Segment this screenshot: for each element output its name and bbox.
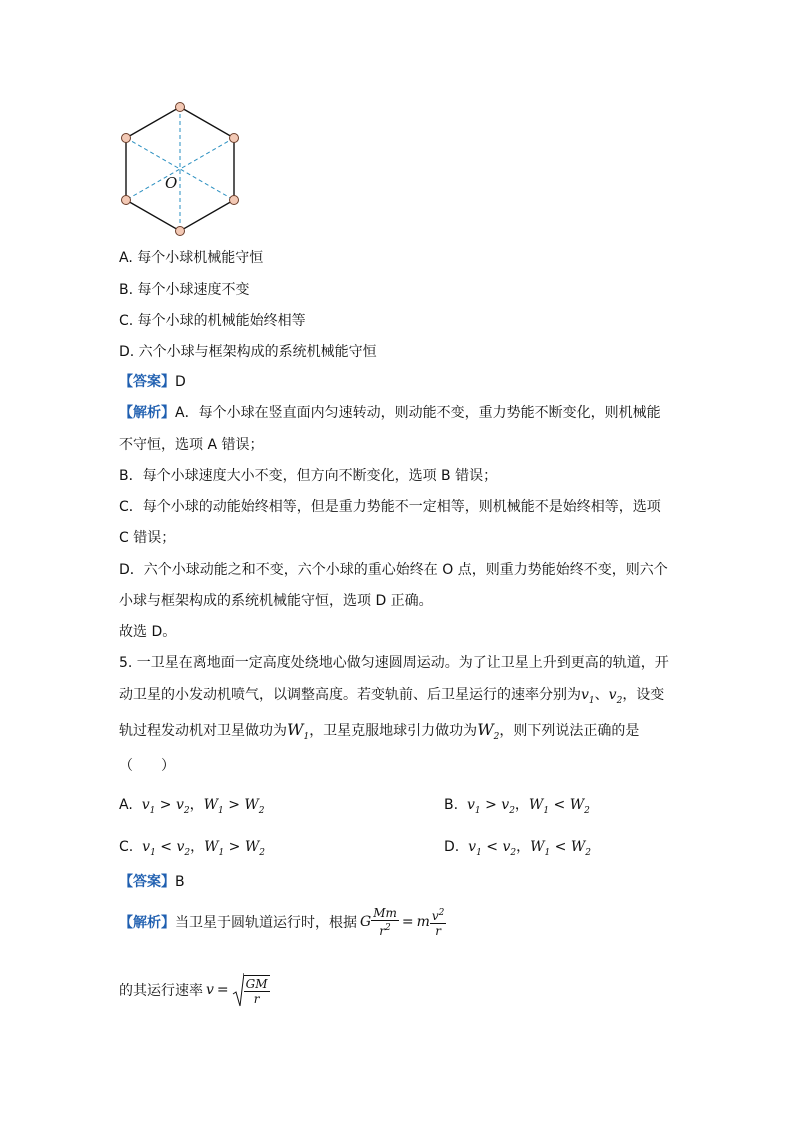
stem-text: ，卫星克服地球引力做功为 [309,723,478,739]
answer-value: B [175,874,185,890]
q5-paren: （ ） [119,758,175,774]
analysis-text: A．每个小球在竖直面内匀速转动，则动能不变，重力势能不断变化，则机械能 [175,405,661,421]
math-W2: $W_2$ [477,720,500,743]
q4-analysis-line-6: D．六个小球动能之和不变，六个小球的重心始终在 O 点，则重力势能始终不变，则六个 [119,562,668,578]
w-relation: < [554,839,567,855]
q5-analysis-line-2 [119,972,270,1008]
answer-tag: 【答案】 [119,874,175,890]
analysis-text: 的其运行速率 [119,983,203,999]
q5-option-d: D. $v_1 < v_2$，$W_1 < W_2$ [444,839,591,858]
ball-upper-right [230,134,239,143]
answer-value: D [175,374,186,390]
q4-analysis-line-2: 不守恒，选项 A 错误； [119,437,264,453]
q4-analysis-line-5: C 错误； [119,530,176,546]
q4-option-c: C. 每个小球的机械能始终相等 [119,313,306,329]
q5-stem-line-3 [119,721,639,746]
q4-option-a: A. 每个小球机械能守恒 [119,250,264,266]
ball-top [176,103,185,112]
q5-option-b: B. $v_1 > v_2$，$W_1 < W_2$ [444,797,590,816]
option-letter: D. [444,839,460,855]
ball-upper-left [122,134,131,143]
v-relation: > [485,797,497,813]
q5-answer [119,873,185,891]
q5-option-a: A. $v_1 > v_2$，$W_1 > W_2$ [119,797,265,816]
math-v1: $v_1$ [581,687,595,706]
formula-gravity: G $\frac{Mm}{r^2}$ = m $\frac{v^2}{r}$ [360,906,445,938]
q4-analysis-line-4: C．每个小球的动能始终相等，但是重力势能不一定相等，则机械能不是始终相等，选项 [119,499,661,515]
v-relation: < [486,839,498,855]
analysis-text: 当卫星于圆轨道运行时，根据 [175,915,357,931]
sqrt-sign [232,972,244,1008]
q4-answer [119,373,186,391]
v-relation: > [159,797,172,813]
math-W1: $W_1$ [287,720,310,743]
q5-stem-line-1: 5. 一卫星在离地面一定高度处绕地心做匀速圆周运动。为了让卫星上升到更高的轨道，开 [119,655,669,671]
w-relation: < [553,797,566,813]
analysis-tag: 【解析】 [119,915,175,931]
answer-tag: 【答案】 [119,374,175,390]
math-v2: $v_2$ [608,687,623,706]
q4-option-b: B. 每个小球速度不变 [119,282,250,298]
stem-text: ，设变 [622,687,665,703]
analysis-tag: 【解析】 [119,405,175,421]
q5-analysis-line-1 [119,906,446,938]
stem-text: 动卫星的小发动机喷气，以调整高度。若变轨前、后卫星运行的速率分别为 [119,687,581,703]
q4-option-d: D. 六个小球与框架构成的系统机械能守恒 [119,344,377,360]
q4-analysis-line-8: 故选 D。 [119,624,177,640]
stem-text: 轨过程发动机对卫星做功为 [119,723,287,739]
option-letter: A. [119,797,133,813]
ball-lower-left [122,196,131,205]
w-relation: > [228,797,240,813]
stem-text: ，则下列说法正确的是 [499,723,640,739]
q5-option-c: C. $v_1 < v_2$，$W_1 > W_2$ [119,839,265,858]
formula-speed: v = $\frac{GM}{r}$ [206,972,270,1008]
v-relation: < [160,839,172,855]
ball-lower-right [230,196,239,205]
option-letter: C. [119,839,134,855]
q4-analysis-line-3: B．每个小球速度大小不变，但方向不断变化，选项 B 错误； [119,468,498,484]
hexagon-frame-figure [115,100,247,238]
center-label: O [165,174,178,192]
option-letter: B. [444,797,459,813]
w-relation: > [228,839,241,855]
q4-analysis-line-1 [119,404,661,422]
ball-bottom [176,227,185,236]
q4-analysis-line-7: 小球与框架构成的系统机械能守恒，选项 D 正确。 [119,593,433,609]
q5-stem-line-2: 动卫星的小发动机喷气，以调整高度。若变轨前、后卫星运行的速率分别为$v_1$、$v_2$，设变 [119,687,665,706]
